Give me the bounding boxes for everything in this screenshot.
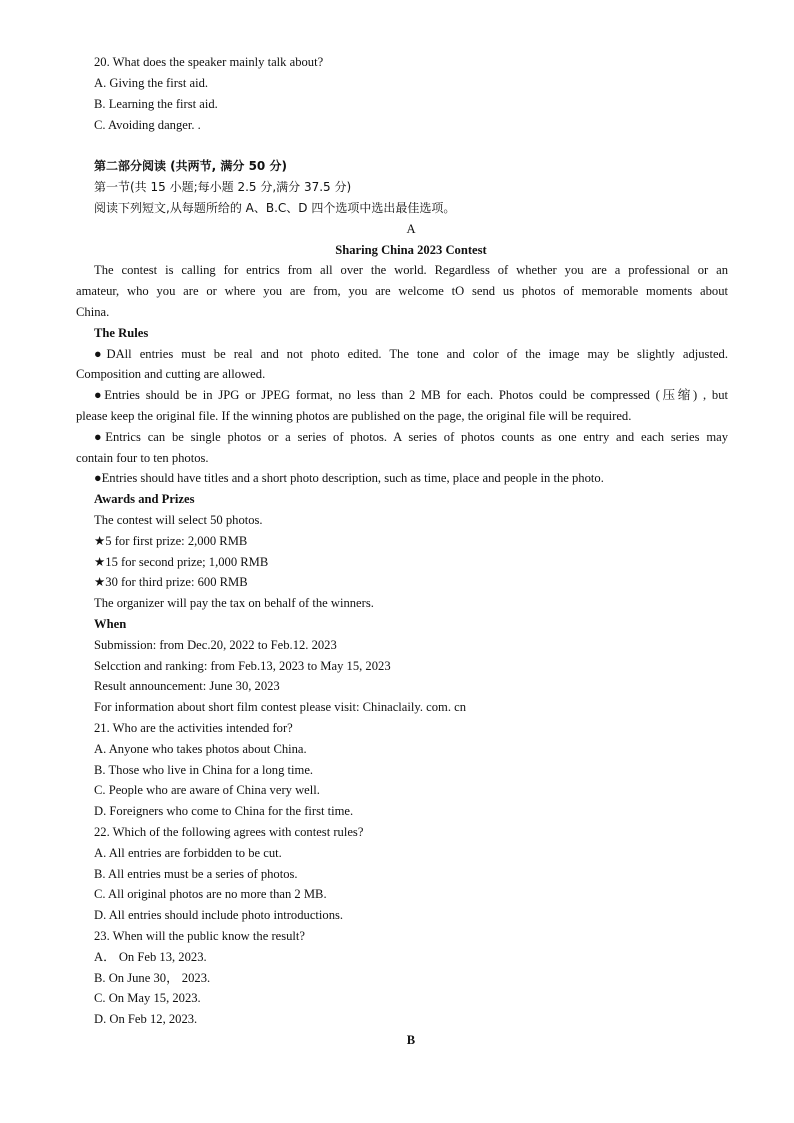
option-21-a: A. Anyone who takes photos about China. [94, 742, 307, 756]
rule-2-line-1: ●Entries should be in JPG or JPEG format, no less than 2 MB for each. Photos could be compressed (压缩) , but [94, 388, 728, 402]
question-20: 20. What does the speaker mainly talk about? [94, 55, 324, 69]
awards-first-prize: ★5 for first prize: 2,000 RMB [94, 534, 248, 548]
question-22: 22. Which of the following agrees with contest rules? [94, 825, 364, 839]
awards-second-prize: ★15 for second prize; 1,000 RMB [94, 555, 269, 569]
intro-line-2: amateur, who you are or where you are from, you are welcome tO send us photos of memorable moments about [76, 284, 728, 298]
option-22-a: A. All entries are forbidden to be cut. [94, 846, 282, 860]
intro-line-1: The contest is calling for entrics from all over the world. Regardless of whether you are a professional or an [94, 263, 728, 277]
option-22-b: B. All entries must be a series of photos. [94, 867, 298, 881]
part-title: 第二部分阅读 (共两节, 满分 50 分) [94, 159, 287, 173]
instruction: 阅读下列短文,从每题所给的 A、B.C、D 四个选项中选出最佳选项。 [94, 201, 456, 215]
rule-3-line-2: contain four to ten photos. [76, 451, 209, 465]
option-22-d: D. All entries should include photo introductions. [94, 908, 344, 922]
awards-line-1: The contest will select 50 photos. [94, 513, 263, 527]
passage-title: Sharing China 2023 Contest [335, 243, 487, 257]
rules-heading: The Rules [94, 326, 149, 340]
when-info: For information about short film contest please visit: Chinaclaily. com. cn [94, 700, 467, 714]
rule-4: ●Entries should have titles and a short photo description, such as time, place and people in the photo. [94, 471, 604, 485]
awards-third-prize: ★30 for third prize: 600 RMB [94, 575, 248, 589]
rule-1-line-1: ●DAll entries must be real and not photo edited. The tone and color of the image may be slightly adjusted. [94, 347, 728, 361]
when-selection: Selcction and ranking: from Feb.13, 2023 to May 15, 2023 [94, 659, 391, 673]
question-21: 21. Who are the activities intended for? [94, 721, 293, 735]
when-heading: When [94, 617, 127, 631]
awards-tax: The organizer will pay the tax on behalf of the winners. [94, 596, 374, 610]
option-21-d: D. Foreigners who come to China for the first time. [94, 804, 354, 818]
option-21-c: C. People who are aware of China very well. [94, 783, 320, 797]
rule-2-line-2: please keep the original file. If the winning photos are published on the page, the original file will be required. [76, 409, 632, 423]
passage-letter: A [406, 222, 416, 236]
option-20-c: C. Avoiding danger. . [94, 118, 201, 132]
rule-3-line-1: ●Entrics can be single photos or a series of photos. A series of photos counts as one entry and each series may [94, 430, 728, 444]
option-21-b: B. Those who live in China for a long time. [94, 763, 314, 777]
awards-heading: Awards and Prizes [94, 492, 195, 506]
option-23-a: A． On Feb 13, 2023. [94, 950, 207, 964]
next-passage-letter: B [406, 1033, 416, 1047]
option-20-a: A. Giving the first aid. [94, 76, 209, 90]
when-result: Result announcement: June 30, 2023 [94, 679, 280, 693]
option-23-b: B. On June 30， 2023. [94, 971, 211, 985]
question-23: 23. When will the public know the result? [94, 929, 306, 943]
option-22-c: C. All original photos are no more than 2 MB. [94, 887, 327, 901]
option-23-c: C. On May 15, 2023. [94, 991, 201, 1005]
option-20-b: B. Learning the first aid. [94, 97, 218, 111]
intro-line-3: China. [76, 305, 110, 319]
when-submission: Submission: from Dec.20, 2022 to Feb.12. 2023 [94, 638, 337, 652]
option-23-d: D. On Feb 12, 2023. [94, 1012, 198, 1026]
subsection-title: 第一节(共 15 小题;每小题 2.5 分,满分 37.5 分) [94, 180, 352, 194]
rule-1-line-2: Composition and cutting are allowed. [76, 367, 266, 381]
